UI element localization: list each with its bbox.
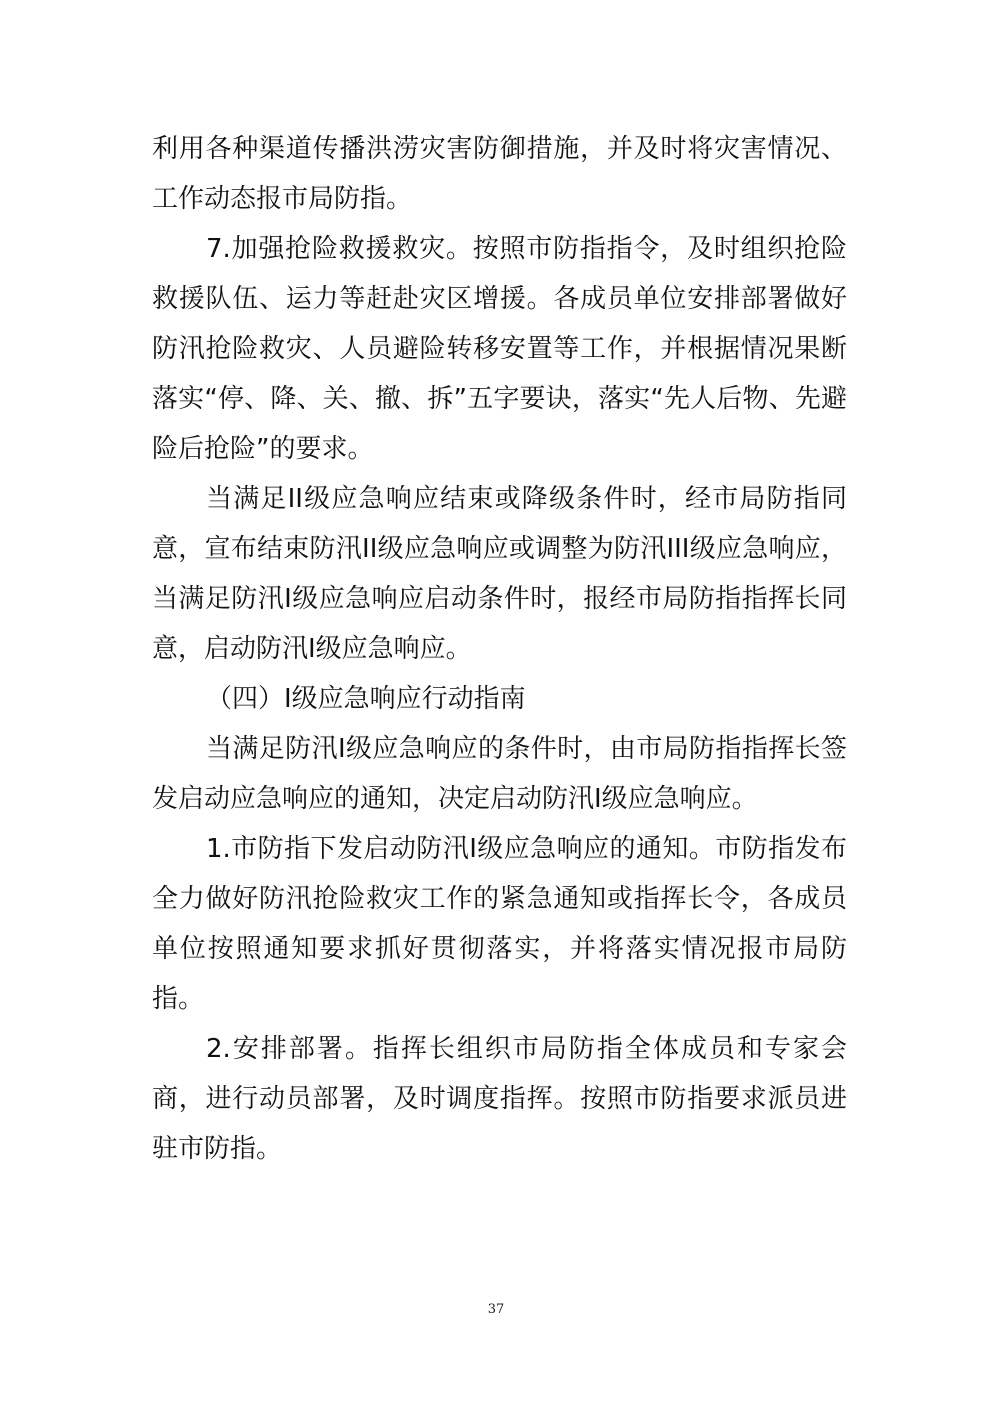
paragraph-item-7-rescue: 7.加强抢险救援救灾。按照市防指指令，及时组织抢险救援队伍、运力等赶赴灾区增援。各成员单位安排部署做好防汛抢险救灾、人员避险转移安置等工作，并根据情况果断落实“停、降、关、撤、拆”五字要诀，落实“先人后物、先避险后抢险”的要求。 [152, 234, 847, 464]
paragraph-level-i-start: 当满足防汛I级应急响应的条件时，由市局防指指挥长签发启动应急响应的通知，决定启动防汛I级应急响应。 [152, 734, 847, 814]
page-number: 37 [487, 1302, 505, 1317]
paragraph-continuation: 利用各种渠道传播洪涝灾害防御措施，并及时将灾害情况、工作动态报市局防指。 [152, 134, 847, 214]
paragraph-item-2-deploy: 2.安排部署。指挥长组织市局防指全体成员和专家会商，进行动员部署，及时调度指挥。按照市防指要求派员进驻市防指。 [152, 1034, 847, 1164]
paragraph-level-ii-end: 当满足II级应急响应结束或降级条件时，经市局防指同意，宣布结束防汛II级应急响应或调整为防汛III级应急响应，当满足防汛I级应急响应启动条件时，报经市局防指指挥长同意，启动防汛I级应急响应。 [152, 484, 847, 664]
body-text [152, 124, 847, 1174]
section-heading-level-i: （四）I级应急响应行动指南 [206, 684, 526, 714]
paragraph-item-1-notice: 1.市防指下发启动防汛I级应急响应的通知。市防指发布全力做好防汛抢险救灾工作的紧急通知或指挥长令，各成员单位按照通知要求抓好贯彻落实，并将落实情况报市局防指。 [152, 834, 847, 1014]
